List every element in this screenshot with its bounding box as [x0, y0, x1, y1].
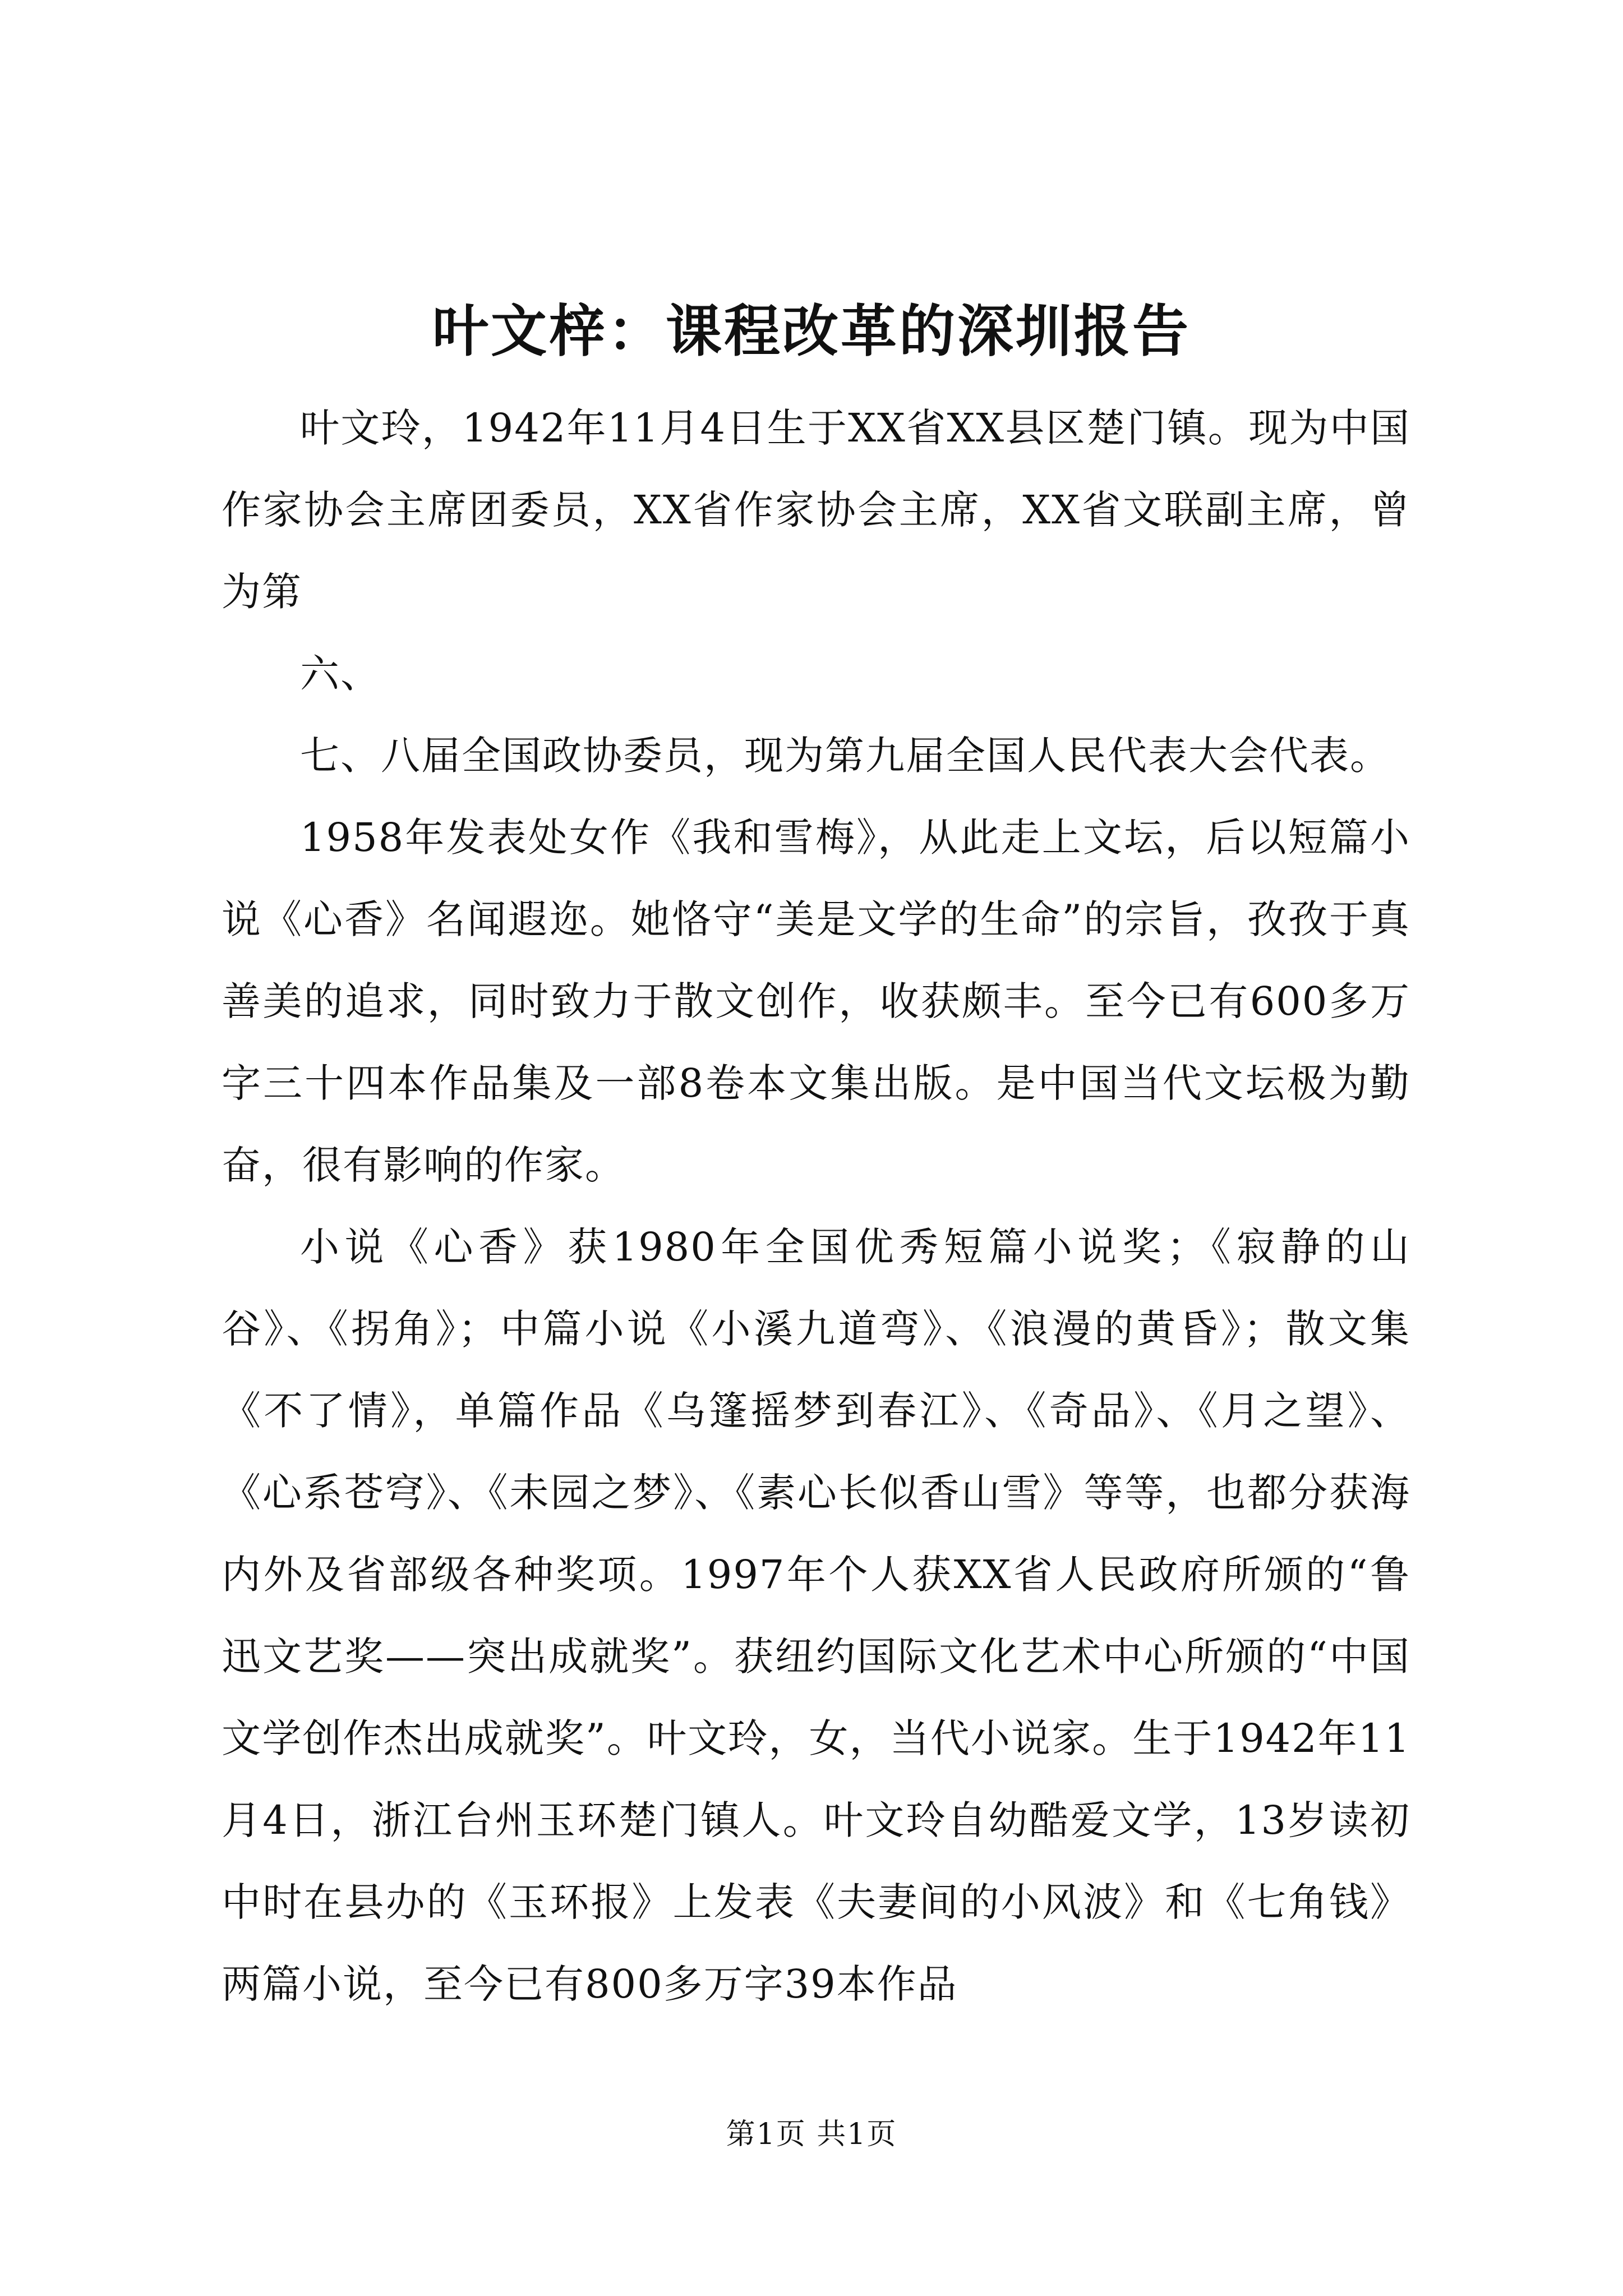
paragraph: 叶文玲，1942年11月4日生于XX省XX县区楚门镇。现为中国作家协会主席团委员，XX省作家协会主席，XX省文联副主席，曾为第: [222, 405, 1410, 615]
page-number-footer: 第1页 共1页: [726, 2118, 897, 2151]
paragraph: 六、: [300, 651, 381, 697]
document-body: [222, 387, 1410, 2025]
document-title: 叶文梓：课程改革的深圳报告: [432, 298, 1191, 364]
paragraph: 小说《心香》获1980年全国优秀短篇小说奖；《寂静的山谷》、《拐角》；中篇小说《小溪九道弯》、《浪漫的黄昏》；散文集《不了情》，单篇作品《乌篷摇梦到春江》、《奇品》、《月之望》、《心系苍穹》、《未园之梦》、《素心长似香山雪》等等，也都分获海内外及省部级各种奖项。1997年个人获XX省人民政府所颁的“鲁迅文艺奖——突出成就奖”。获纽约国际文化艺术中心所颁的“中国文学创作杰出成就奖”。叶文玲，女，当代小说家。生于1942年11月4日，浙江台州玉环楚门镇人。叶文玲自幼酷爱文学，13岁读初中时在县办的《玉环报》上发表《夫妻间的小风波》和《七角钱》两篇小说，至今已有800多万字39本作品: [222, 1224, 1410, 2007]
paragraph: 七、八届全国政协委员，现为第九届全国人民代表大会代表。: [300, 733, 1390, 779]
paragraph: 1958年发表处女作《我和雪梅》，从此走上文坛，后以短篇小说《心香》名闻遐迩。她恪守“美是文学的生命”的宗旨，孜孜于真善美的追求，同时致力于散文创作，收获颇丰。至今已有600多万字三十四本作品集及一部8卷本文集出版。是中国当代文坛极为勤奋，很有影响的作家。: [222, 815, 1410, 1188]
